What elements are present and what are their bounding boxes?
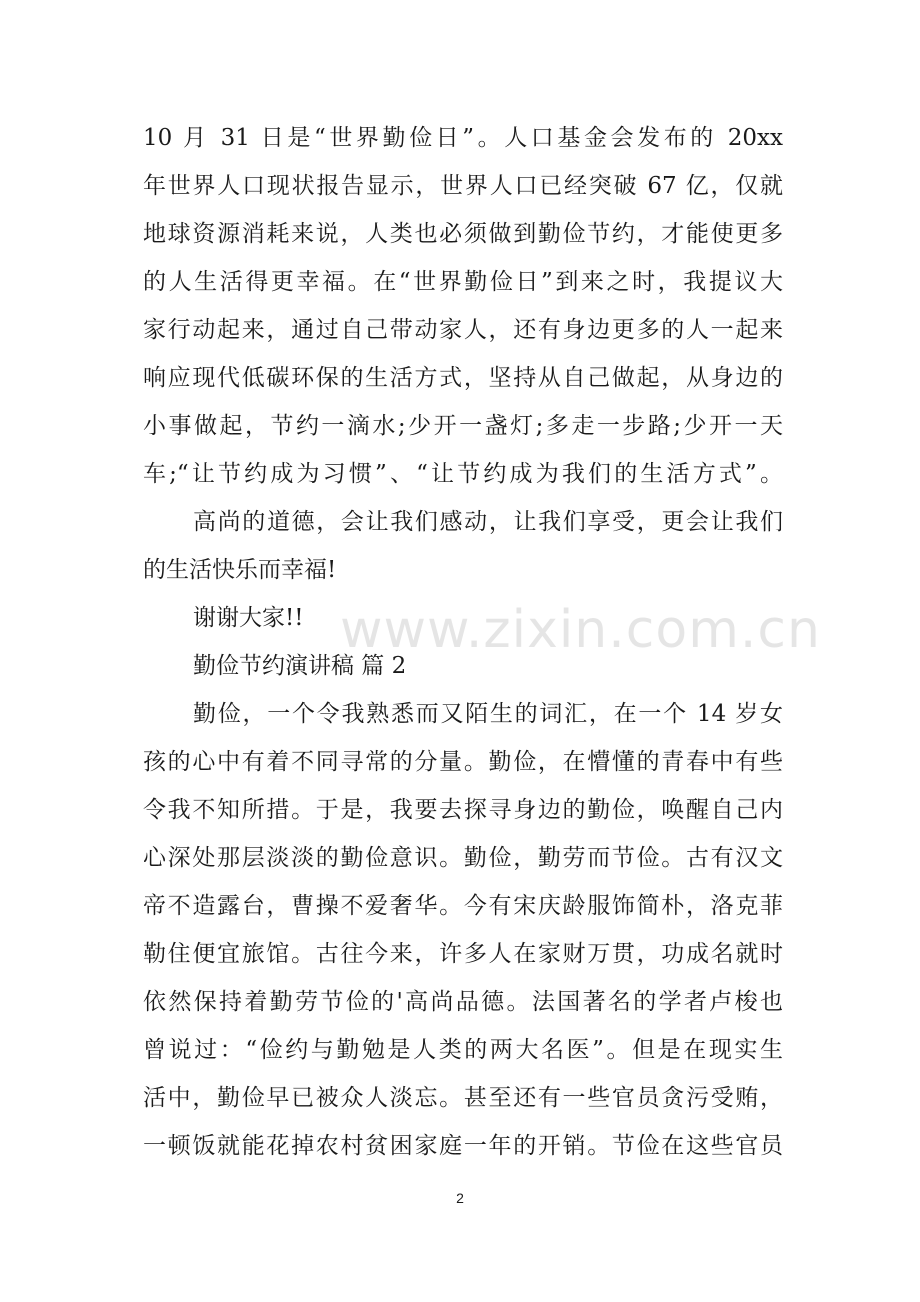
text-line: 帝不造露台，曹操不爱奢华。今有宋庆龄服饰简朴，洛克菲 (143, 893, 783, 919)
text-line: 孩的心中有着不同寻常的分量。勤俭，在懵懂的青春中有些 (143, 749, 783, 775)
text-line: 年世界人口现状报告显示，世界人口已经突破 67 亿，仅就 (143, 173, 783, 199)
text-line: 家行动起来，通过自己带动家人，还有身边更多的人一起来 (143, 317, 783, 343)
text-line: 车;“让节约成为习惯”、“让节约成为我们的生活方式”。 (143, 461, 783, 487)
text-line: 的生活快乐而幸福! (143, 557, 337, 583)
text-line: 依然保持着勤劳节俭的'高尚品德。法国著名的学者卢梭也 (143, 989, 783, 1015)
text-line: 曾说过：“俭约与勤勉是人类的两大名医”。但是在现实生 (143, 1037, 783, 1063)
watermark: www.zixin.com.cn (340, 600, 821, 660)
text-line: 的人生活得更幸福。在“世界勤俭日”到来之时，我提议大 (143, 269, 783, 295)
text-line: 一顿饭就能花掉农村贫困家庭一年的开销。节俭在这些官员 (143, 1133, 783, 1159)
page-number: 2 (456, 1190, 464, 1206)
section-heading: 勤俭节约演讲稿 篇 2 (193, 653, 407, 679)
text-line: 令我不知所措。于是，我要去探寻身边的勤俭，唤醒自己内 (143, 797, 783, 823)
text-line: 心深处那层淡淡的勤俭意识。勤俭，勤劳而节俭。古有汉文 (143, 845, 783, 871)
text-line: 10 月 31 日是“世界勤俭日”。人口基金会发布的 20xx (143, 125, 783, 151)
text-line: 高尚的道德，会让我们感动，让我们享受，更会让我们 (193, 509, 783, 535)
text-line: 地球资源消耗来说，人类也必须做到勤俭节约，才能使更多 (143, 221, 783, 247)
text-line: 活中，勤俭早已被众人淡忘。甚至还有一些官员贪污受贿， (143, 1085, 783, 1111)
text-line: 响应现代低碳环保的生活方式，坚持从自己做起，从身边的 (143, 365, 783, 391)
text-line: 勒住便宜旅馆。古往今来，许多人在家财万贯，功成名就时 (143, 941, 783, 967)
text-line: 小事做起，节约一滴水;少开一盏灯;多走一步路;少开一天 (143, 413, 783, 439)
text-line: 勤俭，一个令我熟悉而又陌生的词汇，在一个 14 岁女 (193, 701, 783, 727)
text-line: 谢谢大家!! (193, 605, 304, 631)
